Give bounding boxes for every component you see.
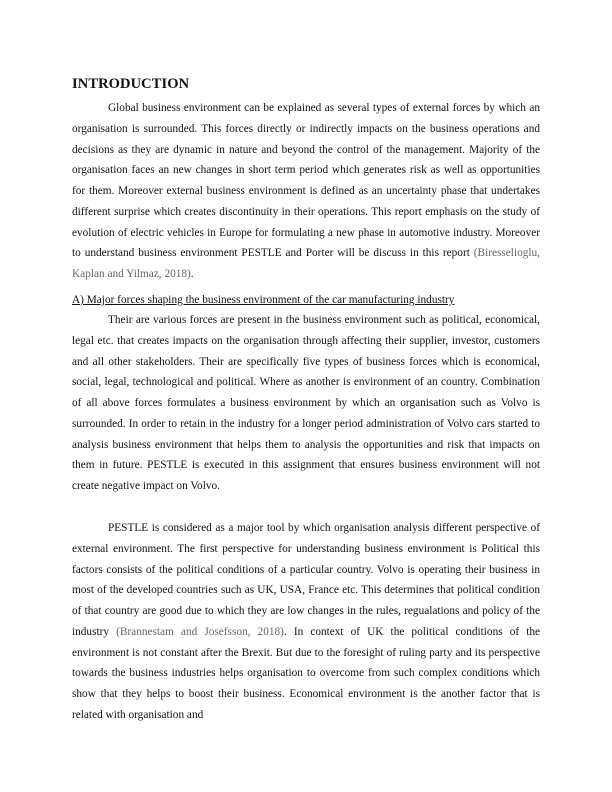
- pestle-citation: (Brannestam and Josefsson, 2018): [116, 625, 284, 638]
- intro-text: Global business environment can be explained as several types of external forces by which an organisation is surrounded. This forces directly or indirectly impacts on the business operations and decisions as they are dynamic in nature and beyond the control of the management. Majority of the organisation faces an new changes in short term period which generates risk as well as opportunities for them. Moreover external business environment is defined as an uncertainty phase that undertakes different surprise which creates discontinuity in their operations. This report emphasis on the study of evolution of electric vehicles in Europe for formulating a new phase in automotive industry. Moreover to understand business environment PESTLE and Porter will be discuss in this report: [72, 102, 540, 260]
- pestle-paragraph: [72, 518, 540, 726]
- pestle-text-1: PESTLE is considered as a major tool by which organisation analysis different perspective of external environment. The first perspective for understanding business environment is Political this factors consists of the political conditions of a particular country. Volvo is operating their business in most of the developed countries such as UK, USA, France etc. This determines that political condition of that country are good due to which they are low changes in the rules, regualations and policy of the industry: [72, 522, 540, 638]
- section-heading: INTRODUCTION: [72, 76, 190, 92]
- intro-end: .: [190, 268, 194, 280]
- forces-paragraph: Their are various forces are present in the business environment such as political, economical, legal etc. that creates impacts on the organisation through affecting their supplier, investor, customers and all other stakeholders. Their are specifically five types of business forces which is economical, social, legal, technological and political. Where as another is environment of an country. Combination of all above forces formulates a business environment by which an organisation such as Volvo is surrounded. In order to retain in the industry for a longer period administration of Volvo cars started to analysis business environment that helps them to analysis the opportunities and risk that impacts on them in future. PESTLE is executed in this assignment that ensures business environment will not create negative impact on Volvo.: [72, 314, 540, 492]
- subheading: A) Major forces shaping the business environment of the car manufacturing industry: [72, 294, 455, 306]
- intro-paragraph: [72, 98, 540, 285]
- pestle-text-2: . In context of UK the political conditions of the environment is not constant after the Brexit. But due to the foresight of ruling party and its perspective towards the business industries helps organisation to overcome from such complex conditions which show that they helps to boost their business. Economical environment is the another factor that is related with organisation and: [72, 625, 540, 721]
- intro-citation: (Biresselioglu, Kaplan and Yilmaz, 2018): [72, 247, 540, 280]
